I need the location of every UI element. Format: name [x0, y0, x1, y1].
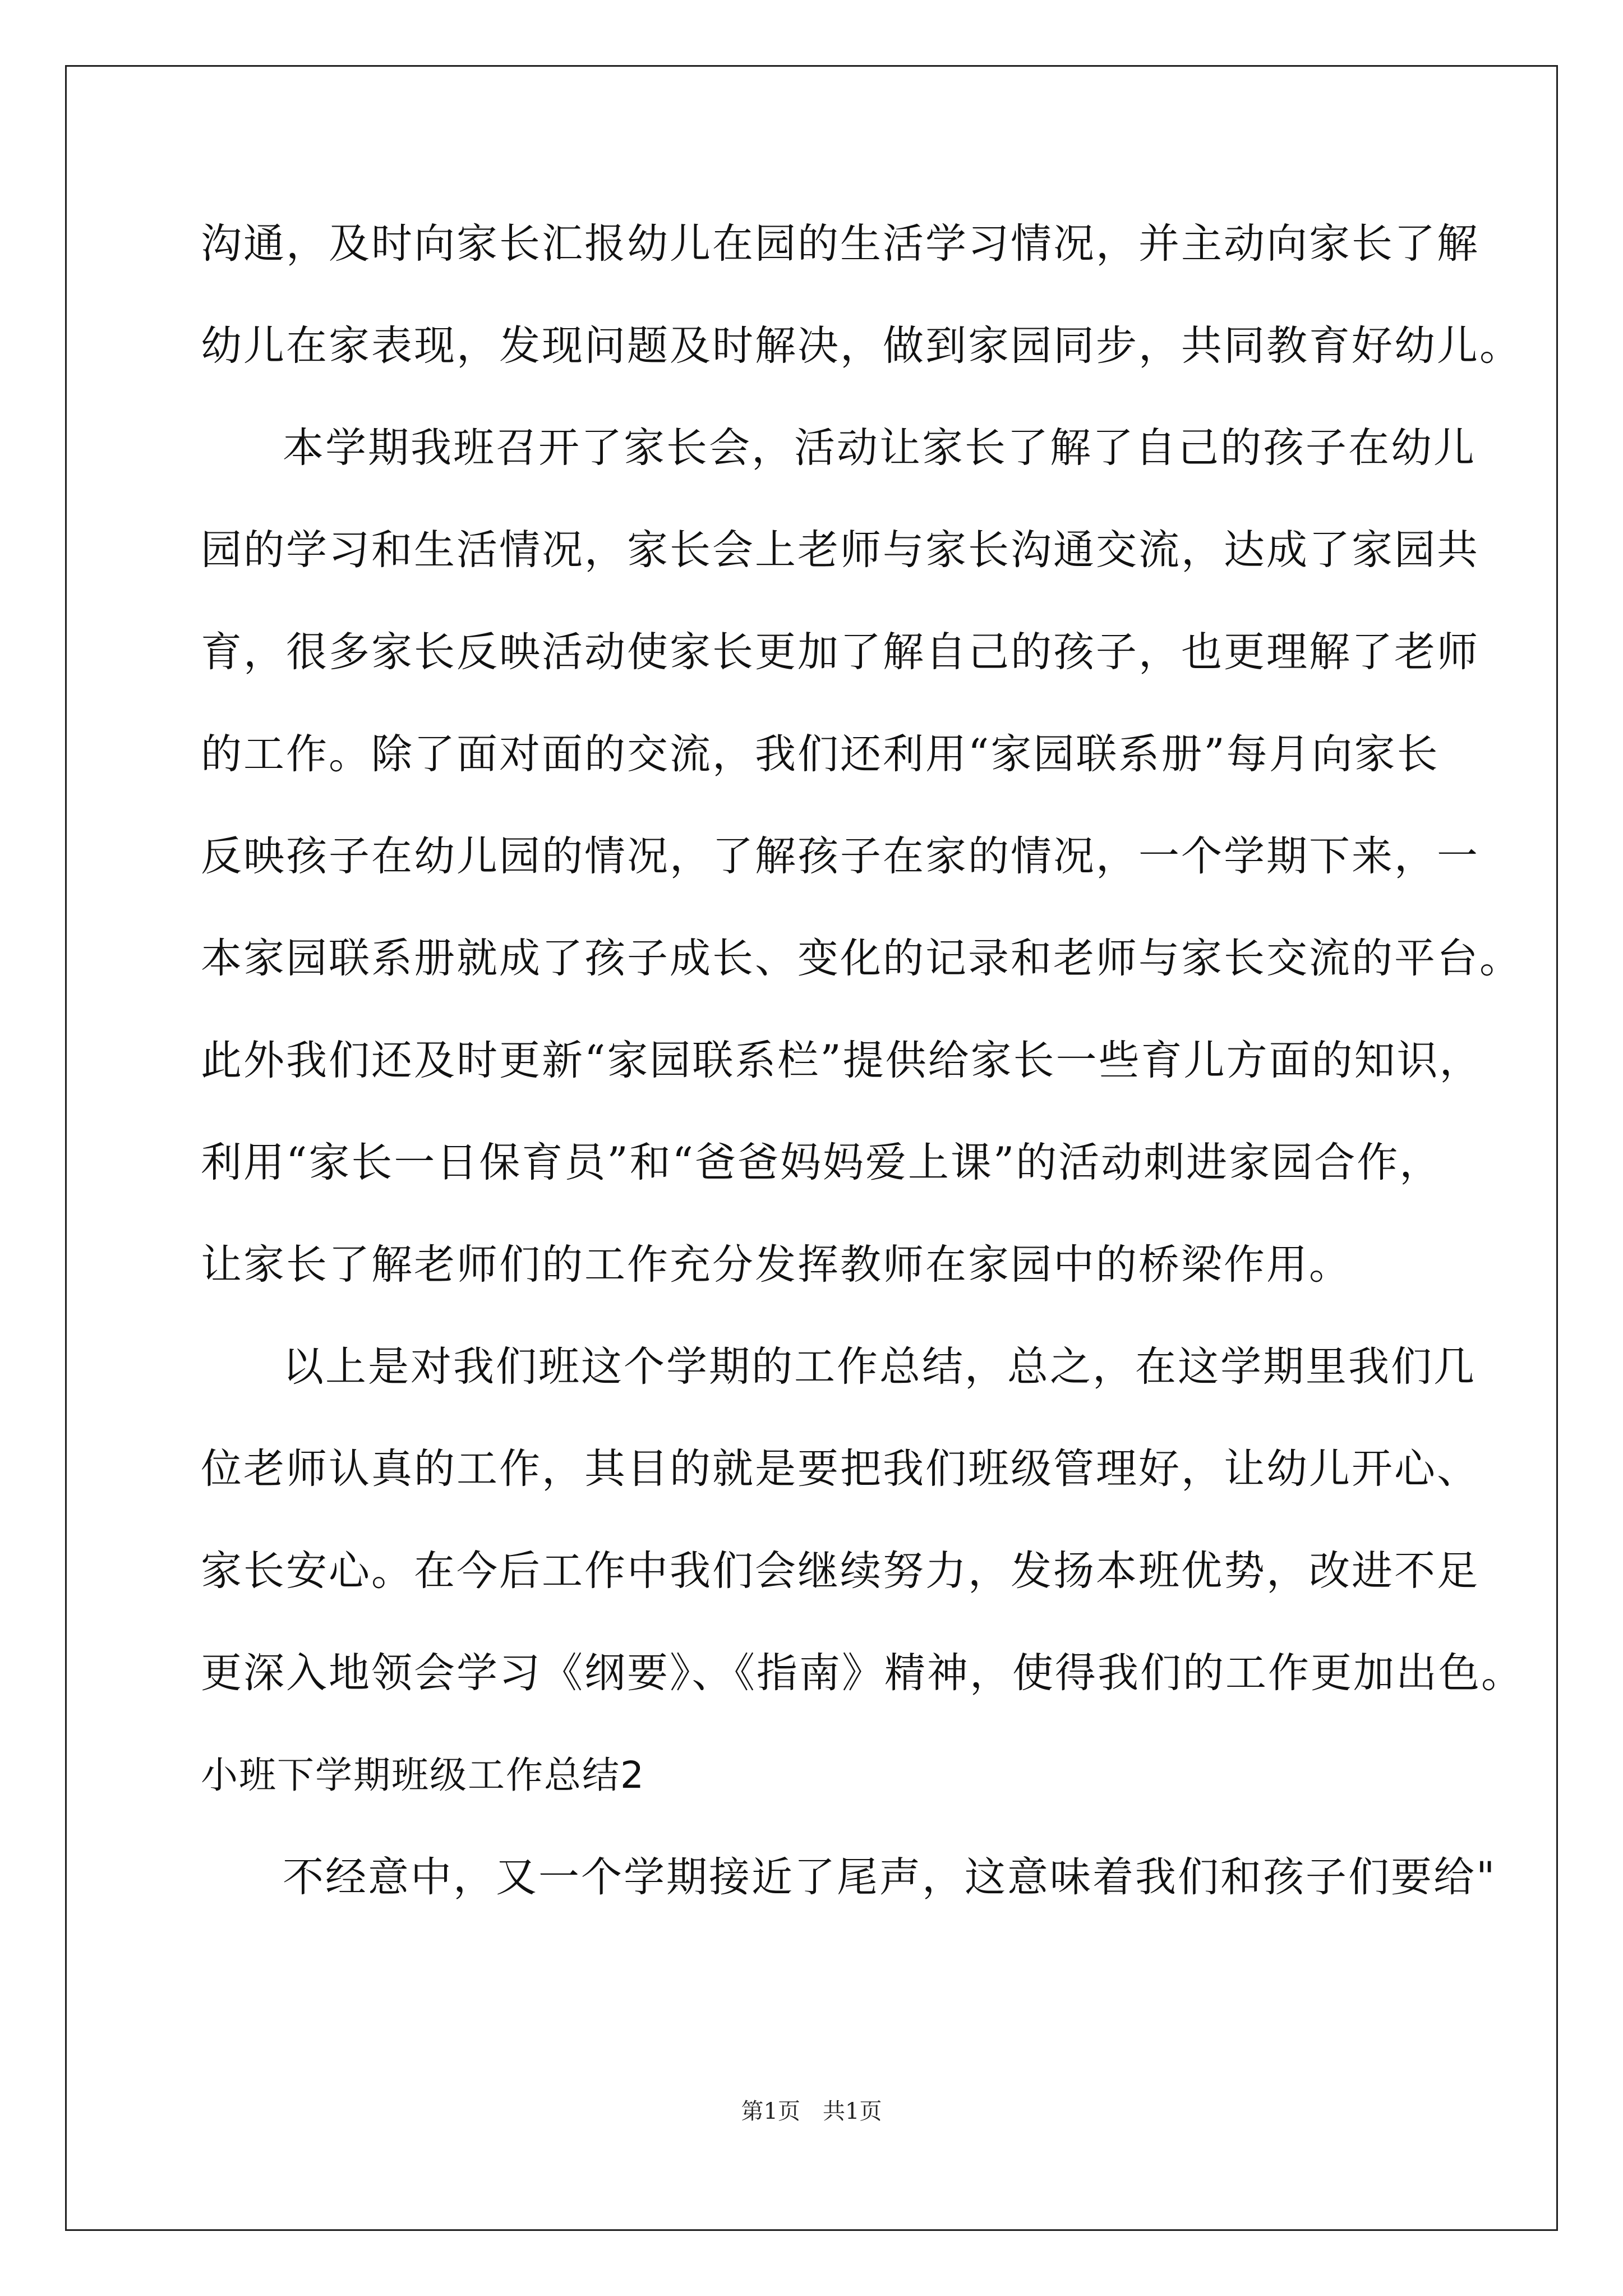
text-line: 沟通，及时向家长汇报幼儿在园的生活学习情况，并主动向家长了解 [201, 220, 1479, 268]
text-line: 的工作。除了面对面的交流，我们还利用“家园联系册”每月向家长 [201, 730, 1440, 778]
text-line: 让家长了解老师们的工作充分发挥教师在家园中的桥梁作用。 [201, 1241, 1352, 1289]
paragraph-start-line: 不经意中，又一个学期接近了尾声，这意味着我们和孩子们要给" [283, 1853, 1497, 1901]
text-line: 园的学习和生活情况，家长会上老师与家长沟通交流，达成了家园共 [201, 526, 1479, 574]
page-footer [0, 2097, 1623, 2126]
text-line: 幼儿在家表现，发现问题及时解决，做到家园同步，共同教育好幼儿。 [201, 322, 1522, 370]
text-line: 反映孩子在幼儿园的情况，了解孩子在家的情况，一个学期下来，一 [201, 832, 1479, 880]
text-line: 育，很多家长反映活动使家长更加了解自己的孩子，也更理解了老师 [201, 628, 1479, 676]
text-line: 位老师认真的工作，其目的就是要把我们班级管理好，让幼儿开心、 [201, 1445, 1479, 1493]
text-line: 家长安心。在今后工作中我们会继续努力，发扬本班优势，改进不足 [201, 1547, 1479, 1595]
document-body [201, 214, 1524, 1950]
paragraph-start-line: 本学期我班召开了家长会，活动让家长了解了自己的孩子在幼儿 [283, 424, 1476, 472]
paragraph-start-line: 以上是对我们班这个学期的工作总结，总之，在这学期里我们几 [283, 1343, 1476, 1391]
section-heading: 小班下学期班级工作总结2 [201, 1754, 645, 1797]
text-line: 此外我们还及时更新“家园联系栏”提供给家长一些育儿方面的知识， [201, 1037, 1482, 1084]
text-line: 利用“家长一日保育员”和“爸爸妈妈爱上课”的活动刺进家园合作， [201, 1139, 1442, 1186]
text-line: 本家园联系册就成了孩子成长、变化的记录和老师与家长交流的平台。 [201, 935, 1522, 982]
text-line: 更深入地领会学习《纲要》、《指南》精神，使得我们的工作更加出色。 [201, 1649, 1524, 1697]
page-number: 第1页 共1页 [741, 2099, 882, 2124]
